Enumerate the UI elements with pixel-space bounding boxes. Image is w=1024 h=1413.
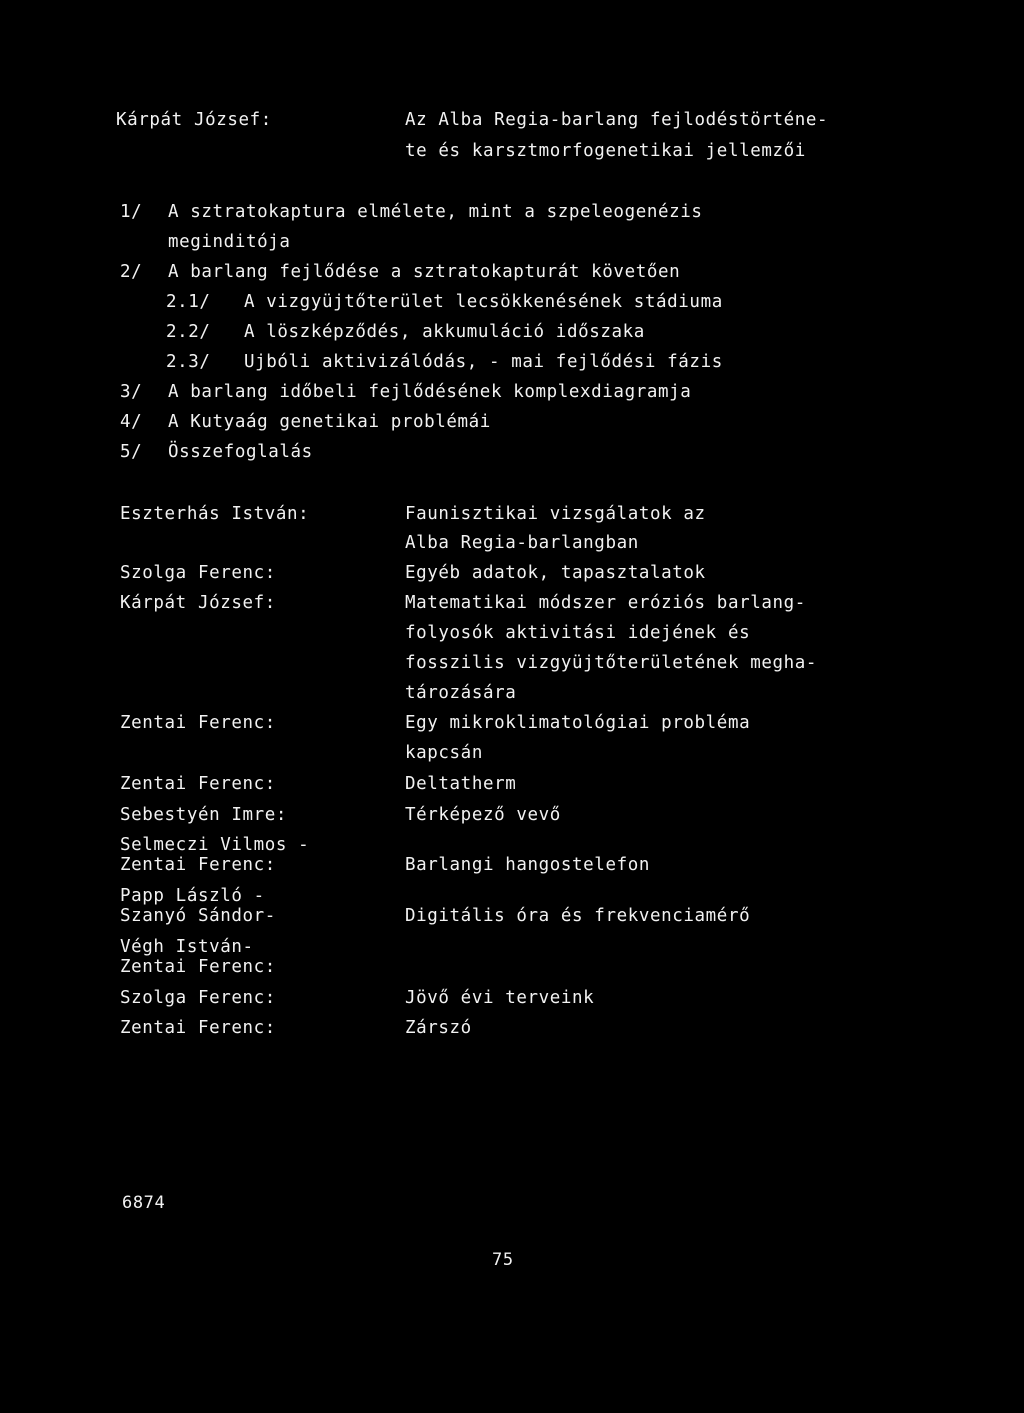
entry-author: Szolga Ferenc: xyxy=(120,563,276,583)
entry-title: Digitális óra és frekvenciamérő xyxy=(405,906,751,926)
outline-number: 2.3/ xyxy=(166,352,211,372)
entry-title: Térképező vevő xyxy=(405,805,561,825)
entry-title: kapcsán xyxy=(405,743,483,763)
entry-title: folyosók aktivitási idejének és xyxy=(405,623,751,643)
entry-author: Selmeczi Vilmos - xyxy=(120,835,310,855)
entry-author: Zentai Ferenc: xyxy=(120,855,276,875)
entry-author: Eszterhás István: xyxy=(120,504,310,524)
entry-author: Szanyó Sándor- xyxy=(120,906,276,926)
header-author: Kárpát József: xyxy=(116,110,272,130)
entry-author: Végh István- xyxy=(120,937,254,957)
outline-number: 1/ xyxy=(120,202,143,222)
outline-text: A barlang fejlődése a sztratokapturát követően xyxy=(168,262,681,282)
entry-title: fosszilis vizgyüjtőterületének megha- xyxy=(405,653,818,673)
entry-title: Barlangi hangostelefon xyxy=(405,855,650,875)
outline-number: 3/ xyxy=(120,382,143,402)
document-number: 6874 xyxy=(122,1193,166,1213)
entry-author: Szolga Ferenc: xyxy=(120,988,276,1008)
outline-number: 4/ xyxy=(120,412,143,432)
entry-title: Matematikai módszer eróziós barlang- xyxy=(405,593,806,613)
outline-text: A sztratokaptura elmélete, mint a szpeleogenézis xyxy=(168,202,703,222)
outline-text: Összefoglalás xyxy=(168,442,313,462)
outline-number: 2.1/ xyxy=(166,292,211,312)
entry-author: Sebestyén Imre: xyxy=(120,805,288,825)
outline-text: A barlang időbeli fejlődésének komplexdiagramja xyxy=(168,382,692,402)
entry-author: Zentai Ferenc: xyxy=(120,957,276,977)
entry-author: Zentai Ferenc: xyxy=(120,774,276,794)
outline-number: 5/ xyxy=(120,442,143,462)
entry-title: Zárszó xyxy=(405,1018,472,1038)
outline-text: Ujbóli aktivizálódás, - mai fejlődési fázis xyxy=(244,352,723,372)
header-title-line-1: Az Alba Regia-barlang fejlodéstörténe- xyxy=(405,110,829,130)
entry-title: Egy mikroklimatológiai probléma xyxy=(405,713,751,733)
entry-author: Papp László - xyxy=(120,886,265,906)
entry-title: Deltatherm xyxy=(405,774,517,794)
entry-title: Jövő évi terveink xyxy=(405,988,595,1008)
entry-title: Alba Regia-barlangban xyxy=(405,533,639,553)
entry-title: tározására xyxy=(405,683,517,703)
entry-author: Kárpát József: xyxy=(120,593,276,613)
outline-text: A löszképződés, akkumuláció időszaka xyxy=(244,322,645,342)
outline-text: A Kutyaág genetikai problémái xyxy=(168,412,491,432)
page-number: 75 xyxy=(492,1250,514,1270)
entry-title: Egyéb adatok, tapasztalatok xyxy=(405,563,706,583)
entry-author: Zentai Ferenc: xyxy=(120,713,276,733)
outline-number: 2/ xyxy=(120,262,143,282)
entry-author: Zentai Ferenc: xyxy=(120,1018,276,1038)
outline-text: A vizgyüjtőterület lecsökkenésének stádiuma xyxy=(244,292,723,312)
outline-text: meginditója xyxy=(168,232,291,252)
outline-number: 2.2/ xyxy=(166,322,211,342)
entry-title: Faunisztikai vizsgálatok az xyxy=(405,504,706,524)
header-title-line-2: te és karsztmorfogenetikai jellemzői xyxy=(405,141,806,161)
